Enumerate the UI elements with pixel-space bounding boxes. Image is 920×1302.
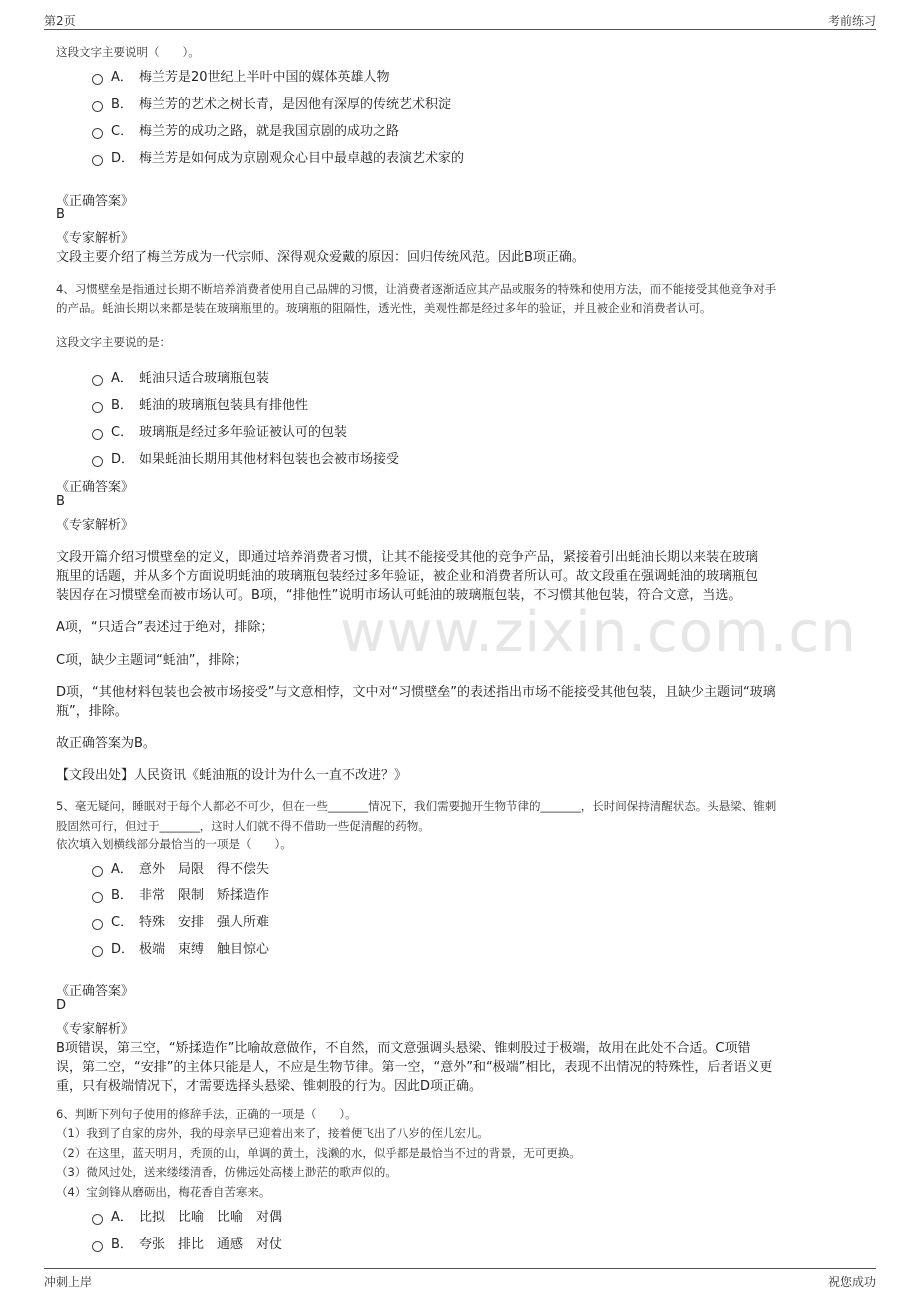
- q5-analysis-l3: 重，只有极端情况下，才需要选择头悬梁、锥刺股的行为。因此D项正确。: [56, 1079, 483, 1094]
- radio-icon[interactable]: [92, 155, 103, 166]
- q5-analysis-l2: 误，第二空，“安排”的主体只能是人，不应是生物节律。第一空，“意外”和“极端”相比，表现不出情况的特殊性，后者语义更: [56, 1060, 773, 1075]
- q3-option-d[interactable]: D． 梅兰芳是如何成为京剧观众心目中最卓越的表演艺术家的: [92, 147, 464, 167]
- q6-stem: 6、判断下列句子使用的修辞手法，正确的一项是（ ）。: [56, 1107, 357, 1121]
- footer-right: 祝您成功: [827, 1275, 876, 1289]
- q4-conclusion: 故正确答案为B。: [56, 736, 156, 751]
- radio-icon[interactable]: [92, 375, 103, 386]
- q5-option-c[interactable]: C． 特殊 安排 强人所难: [92, 911, 269, 931]
- q5-answer: D: [56, 998, 67, 1013]
- q4-option-c[interactable]: C． 玻璃瓶是经过多年验证被认可的包装: [92, 421, 347, 441]
- q3-analysis: 文段主要介绍了梅兰芳成为一代宗师、深得观众爱戴的原因：回归传统风范。因此B项正确。: [56, 250, 585, 265]
- q3-prompt: 这段文字主要说明（ ）。: [56, 45, 200, 59]
- q4-prompt: 这段文字主要说的是：: [56, 335, 171, 349]
- q4-analysis-label: 《专家解析》: [56, 518, 135, 533]
- radio-icon[interactable]: [92, 1214, 103, 1225]
- q5-analysis-label: 《专家解析》: [56, 1022, 135, 1037]
- q3-option-a[interactable]: A． 梅兰芳是20世纪上半叶中国的媒体英雄人物: [92, 66, 390, 86]
- q6-sentence-1: （1）我到了自家的房外，我的母亲早已迎着出来了，接着便飞出了八岁的侄儿宏儿。: [56, 1126, 489, 1140]
- radio-icon[interactable]: [92, 101, 103, 112]
- radio-icon[interactable]: [92, 128, 103, 139]
- q6-sentence-4: （4）宝剑锋从磨砺出，梅花香自苦寒来。: [56, 1185, 271, 1199]
- page-footer: [44, 1268, 876, 1294]
- radio-icon[interactable]: [92, 429, 103, 440]
- watermark: www.zixin.com.cn: [340, 600, 857, 665]
- radio-icon[interactable]: [92, 946, 103, 957]
- q5-prompt: 依次填入划横线部分最恰当的一项是（ ）。: [56, 837, 292, 851]
- q4-answer-label: 《正确答案》: [56, 480, 135, 495]
- q5-stem-line2: 股固然可行，但过于_______，这时人们就不得不借助一些促清醒的药物。: [56, 819, 430, 833]
- q4-stem-line2: 的产品。蚝油长期以来都是装在玻璃瓶里的。玻璃瓶的阻隔性，透光性，美观性都是经过多年的验证，并且被企业和消费者认可。: [56, 301, 712, 315]
- q4-analysis-c: C项，缺少主题词“蚝油”，排除；: [56, 653, 248, 668]
- q4-stem-line1: 4、习惯壁垒是指通过长期不断培养消费者使用自己品牌的习惯，让消费者逐渐适应其产品或服务的特殊和使用方法，而不能接受其他竞争对手: [56, 282, 777, 296]
- q3-option-c[interactable]: C． 梅兰芳的成功之路，就是我国京剧的成功之路: [92, 120, 399, 140]
- q5-option-b[interactable]: B． 非常 限制 矫揉造作: [92, 884, 269, 904]
- q3-answer: B: [56, 207, 65, 222]
- q5-answer-label: 《正确答案》: [56, 984, 135, 999]
- q4-analysis-p1-l3: 装因存在习惯壁垒而被市场认可。B项，“排他性”说明市场认可蚝油的玻璃瓶包装，不习惯其他包装，符合文意，当选。: [56, 588, 742, 603]
- radio-icon[interactable]: [92, 74, 103, 85]
- q4-analysis-p1-l2: 瓶里的话题，并从多个方面说明蚝油的玻璃瓶包装经过多年验证，被企业和消费者所认可。故文段重在强调蚝油的玻璃瓶包: [56, 569, 759, 584]
- q4-analysis-a: A项，“只适合”表述过于绝对，排除；: [56, 620, 274, 635]
- q5-option-d[interactable]: D． 极端 束缚 触目惊心: [92, 938, 269, 958]
- q5-stem-line1: 5、毫无疑问，睡眠对于每个人都必不可少，但在一些_______情况下，我们需要抛开生物节律的_______，长时间保持清醒状态。头悬梁、锥刺: [56, 799, 777, 813]
- page-number: 第2页: [44, 14, 76, 28]
- q5-analysis-l1: B项错误，第三空，“矫揉造作”比喻故意做作，不自然，而文意强调头悬梁、锥刺股过于极端，故用在此处不合适。C项错: [56, 1041, 751, 1056]
- q4-option-b[interactable]: B． 蚝油的玻璃瓶包装具有排他性: [92, 394, 308, 414]
- q6-option-a[interactable]: A． 比拟 比喻 比喻 对偶: [92, 1206, 282, 1226]
- q5-option-a[interactable]: A． 意外 局限 得不偿失: [92, 858, 269, 878]
- radio-icon[interactable]: [92, 919, 103, 930]
- page-header: [44, 10, 876, 30]
- q3-answer-label: 《正确答案》: [56, 194, 135, 209]
- q6-option-b[interactable]: B． 夸张 排比 通感 对仗: [92, 1233, 282, 1253]
- q3-option-b[interactable]: B． 梅兰芳的艺术之树长青，是因他有深厚的传统艺术积淀: [92, 93, 451, 113]
- q4-answer: B: [56, 494, 65, 509]
- radio-icon[interactable]: [92, 402, 103, 413]
- q4-option-d[interactable]: D． 如果蚝油长期用其他材料包装也会被市场接受: [92, 448, 399, 468]
- q4-source: 【文段出处】人民资讯《蚝油瓶的设计为什么一直不改进？》: [56, 768, 408, 783]
- radio-icon[interactable]: [92, 866, 103, 877]
- section-title: 考前练习: [827, 14, 876, 28]
- q6-sentence-2: （2）在这里，蓝天明月，秃顶的山，单调的黄土，浅濑的水，似乎都是最恰当不过的背景，无可更换。: [56, 1146, 581, 1160]
- q4-analysis-p1-l1: 文段开篇介绍习惯壁垒的定义，即通过培养消费者习惯，让其不能接受其他的竞争产品，紧接着引出蚝油长期以来装在玻璃: [56, 550, 759, 565]
- radio-icon[interactable]: [92, 1241, 103, 1252]
- radio-icon[interactable]: [92, 456, 103, 467]
- q4-analysis-d-l1: D项，“其他材料包装也会被市场接受”与文意相悖，文中对“习惯壁垒”的表述指出市场不能接受其他包装，且缺少主题词“玻璃: [56, 685, 776, 700]
- q4-option-a[interactable]: A． 蚝油只适合玻璃瓶包装: [92, 367, 269, 387]
- q6-sentence-3: （3）微风过处，送来缕缕清香，仿佛远处高楼上渺茫的歌声似的。: [56, 1165, 397, 1179]
- footer-left: 冲刺上岸: [44, 1275, 93, 1289]
- radio-icon[interactable]: [92, 892, 103, 903]
- q3-analysis-label: 《专家解析》: [56, 231, 135, 246]
- q4-analysis-d-l2: 瓶”，排除。: [56, 704, 128, 719]
